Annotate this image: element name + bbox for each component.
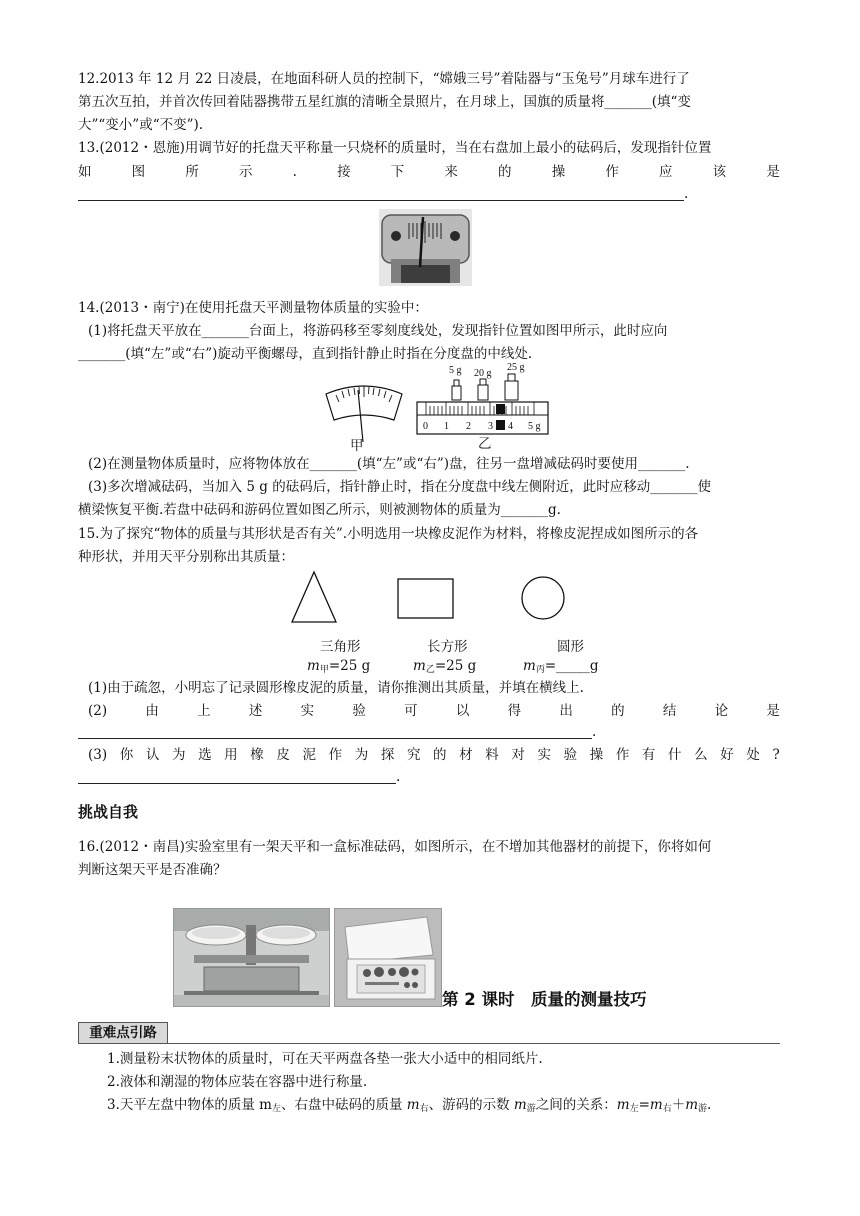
subscript: 游 [698,1104,708,1114]
word: 作 [328,747,343,763]
word: 可 [404,703,418,719]
word: 有 [641,747,656,763]
mass-symbol: m [685,1097,699,1113]
word: 作 [615,747,630,763]
word: 由 [145,703,159,719]
section-heading-challenge: 挑战自我 [78,803,139,821]
mass-symbol: m [413,658,426,674]
scale-tick: 4 [508,421,513,432]
word: 实 [537,747,551,763]
word: 料 [485,747,499,763]
q14-line-3: _______(填“左”或“右”)旋动平衡螺母，直到指针静止时指在分度盘的中线处. [78,346,533,362]
weight-label: 25 g [507,362,525,373]
tip-1: 1.测量粉末状物体的质量时，可在天平两盘各垫一张大小适中的相同纸片. [107,1051,543,1067]
mass-symbol: m [523,658,536,674]
q15-part-1: (1)由于疏忽，小明忘了记录圆形橡皮泥的质量，请你推测出其质量，并填在横线上. [88,680,584,696]
subscript: 右 [662,1104,672,1114]
word: 述 [248,703,263,719]
divider [78,1043,780,1044]
figure-yi-label: 乙 [478,436,492,452]
mass-rectangle [413,658,476,675]
weight-label: 20 g [474,368,492,379]
period: . [707,1097,712,1113]
word: 操 [589,747,604,763]
word: 上 [197,703,211,719]
word: 所 [185,164,199,180]
word: 材 [459,747,473,763]
word: ? [772,747,780,763]
word: 下 [390,164,405,180]
q12-line-1: 12.2013 年 12 月 22 日凌晨，在地面科研人员的控制下，“嫦娥三号”着陆器与“玉兔号”月球车进行了 [78,71,690,87]
plus-sign: ＋ [671,1097,686,1113]
tip-3-text: 、右盘中砝码的质量 [281,1097,407,1113]
subscript: 右 [419,1104,429,1114]
q13-line-1: 13.(2012・恩施)用调节好的托盘天平称量一只烧杯的质量时，当在右盘加上最小的砝码后，发现指针位置 [78,140,712,156]
q15-part-3-end: . [396,769,401,785]
word: 作 [605,164,619,180]
scale-tick: 5 g [528,421,541,432]
tip-3-text: 3.天平左盘中物体的质量 m [107,1097,272,1113]
q14-line-6: 横梁恢复平衡.若盘中砝码和游码位置如图乙所示，则被测物体的质量为_______g. [78,502,561,518]
circle-shape [522,577,564,619]
word: 论 [714,703,729,719]
word: 来 [444,164,458,180]
mass-value: =25 g [434,658,477,674]
shape-label-rectangle: 长方形 [427,639,468,655]
mass-symbol: m [513,1097,527,1113]
answer-blank [78,738,592,739]
figure-jia-label: 甲 [350,438,364,454]
shape-label-circle: 圆形 [557,639,584,655]
weights-box-image [335,909,441,1006]
word: (3) [88,747,108,763]
word: . [292,164,297,180]
mass-symbol: m [406,1097,420,1113]
word: 是 [766,164,780,180]
answer-blank [78,200,684,201]
mass-subscript: 丙 [535,665,545,675]
word: 接 [337,164,351,180]
word: 处 [746,747,760,763]
tip-3 [107,1094,780,1120]
word: 的 [498,164,512,180]
q13-end: . [684,186,689,202]
word: 的 [433,747,447,763]
weights-box-photo [334,908,442,1007]
figure-yi-weights [414,362,554,438]
scale-tick: 1 [444,421,449,432]
mass-symbol: m [616,1097,630,1113]
word: 究 [406,747,421,763]
word: 如 [78,164,92,180]
word: 什 [668,747,682,763]
subscript: 左 [629,1104,639,1114]
weight-label: 5 g [449,365,462,376]
q16-line-1: 16.(2012・南昌)实验室里有一架天平和一盒标准砝码，如图所示，在不增加其他器材的前提下，你将如何 [78,839,712,855]
word: 橡 [250,747,264,763]
balance-photo [173,908,330,1007]
q15-line-2: 种形状，并用天平分别称出其质量： [78,549,294,565]
subscript: 左 [271,1104,281,1114]
balance-image [174,909,329,1006]
word: 应 [659,164,673,180]
word: 皮 [276,747,290,763]
word: 么 [694,747,708,763]
lesson-title: 第 2 课时 质量的测量技巧 [442,990,647,1009]
word: 得 [507,703,522,719]
q15-line-1: 15.为了探究“物体的质量与其形状是否有关”.小明选用一块橡皮泥作为材料，将橡皮泥捏成如图所示的各 [78,526,699,542]
pointer-photo [379,209,472,286]
figure-jia-dial [322,376,406,448]
scale-tick: 0 [423,421,428,432]
clay-shapes [284,568,574,628]
tip-3-text: 之间的关系： [535,1097,617,1113]
subscript: 游 [526,1104,536,1114]
rectangle-shape [398,579,453,618]
q13-line-2 [78,161,780,183]
word: 泥 [302,747,316,763]
word: 结 [662,703,677,719]
q14-line-4: (2)在测量物体质量时，应将物体放在_______(填“左”或“右”)盘，往另一盘增减砝码时要使用_______. [88,456,690,472]
word: 验 [563,747,578,763]
word: 为 [354,747,369,763]
q12-line-3: 大”“变小”或“不变”). [78,117,204,133]
word: 图 [131,164,146,180]
shape-label-triangle: 三角形 [320,639,361,655]
triangle-shape [292,572,336,622]
q16-line-2: 判断这架天平是否准确？ [78,862,227,878]
word: 用 [224,747,238,763]
word: 的 [611,703,625,719]
word: 示 [238,164,253,180]
word: 为 [171,747,186,763]
balance-pointer-image [379,209,472,286]
equals-sign: = [638,1097,650,1113]
scale-tick: 3 [488,421,493,432]
tip-2: 2.液体和潮湿的物体应装在容器中进行称量. [107,1074,368,1090]
q14-line-1: 14.(2013・南宁)在使用托盘天平测量物体质量的实验中： [78,300,428,316]
mass-subscript: 甲 [319,665,329,675]
word: (2) [88,703,108,719]
mass-symbol: m [307,658,320,674]
word: 探 [380,747,395,763]
word: 出 [559,703,573,719]
q14-line-5: (3)多次增减砝码，当加入 5 g 的砝码后，指针静止时，指在分度盘中线左侧附近，此时应移动_______使 [88,479,711,495]
mass-symbol: m [649,1097,663,1113]
q12-line-2: 第五次互拍，并首次传回着陆器携带五星红旗的清晰全景照片，在月球上，国旗的质量将_______(填“变 [78,94,691,110]
scale-tick: 2 [466,421,471,432]
word: 实 [300,703,315,719]
q15-part-3 [88,744,780,766]
word: 操 [551,164,566,180]
word: 以 [455,703,470,719]
q15-part-2 [88,700,780,722]
mass-circle [523,658,599,675]
word: 认 [145,747,160,763]
tip-3-text: 、游码的示数 [428,1097,514,1113]
mass-subscript: 乙 [425,665,435,675]
q14-line-2: (1)将托盘天平放在_______台面上，将游码移至零刻度线处，发现指针位置如图甲所示，此时应向 [88,323,668,339]
word: 是 [766,703,780,719]
word: 对 [511,747,525,763]
word: 验 [352,703,366,719]
word: 该 [712,164,727,180]
mass-value: =_____g [544,658,599,674]
q15-part-2-end: . [592,724,597,740]
answer-blank [78,783,396,784]
word: 你 [119,747,134,763]
word: 选 [198,747,212,763]
mass-triangle [307,658,370,675]
word: 好 [720,747,734,763]
mass-value: =25 g [328,658,371,674]
section-tag: 重难点引路 [78,1022,168,1044]
